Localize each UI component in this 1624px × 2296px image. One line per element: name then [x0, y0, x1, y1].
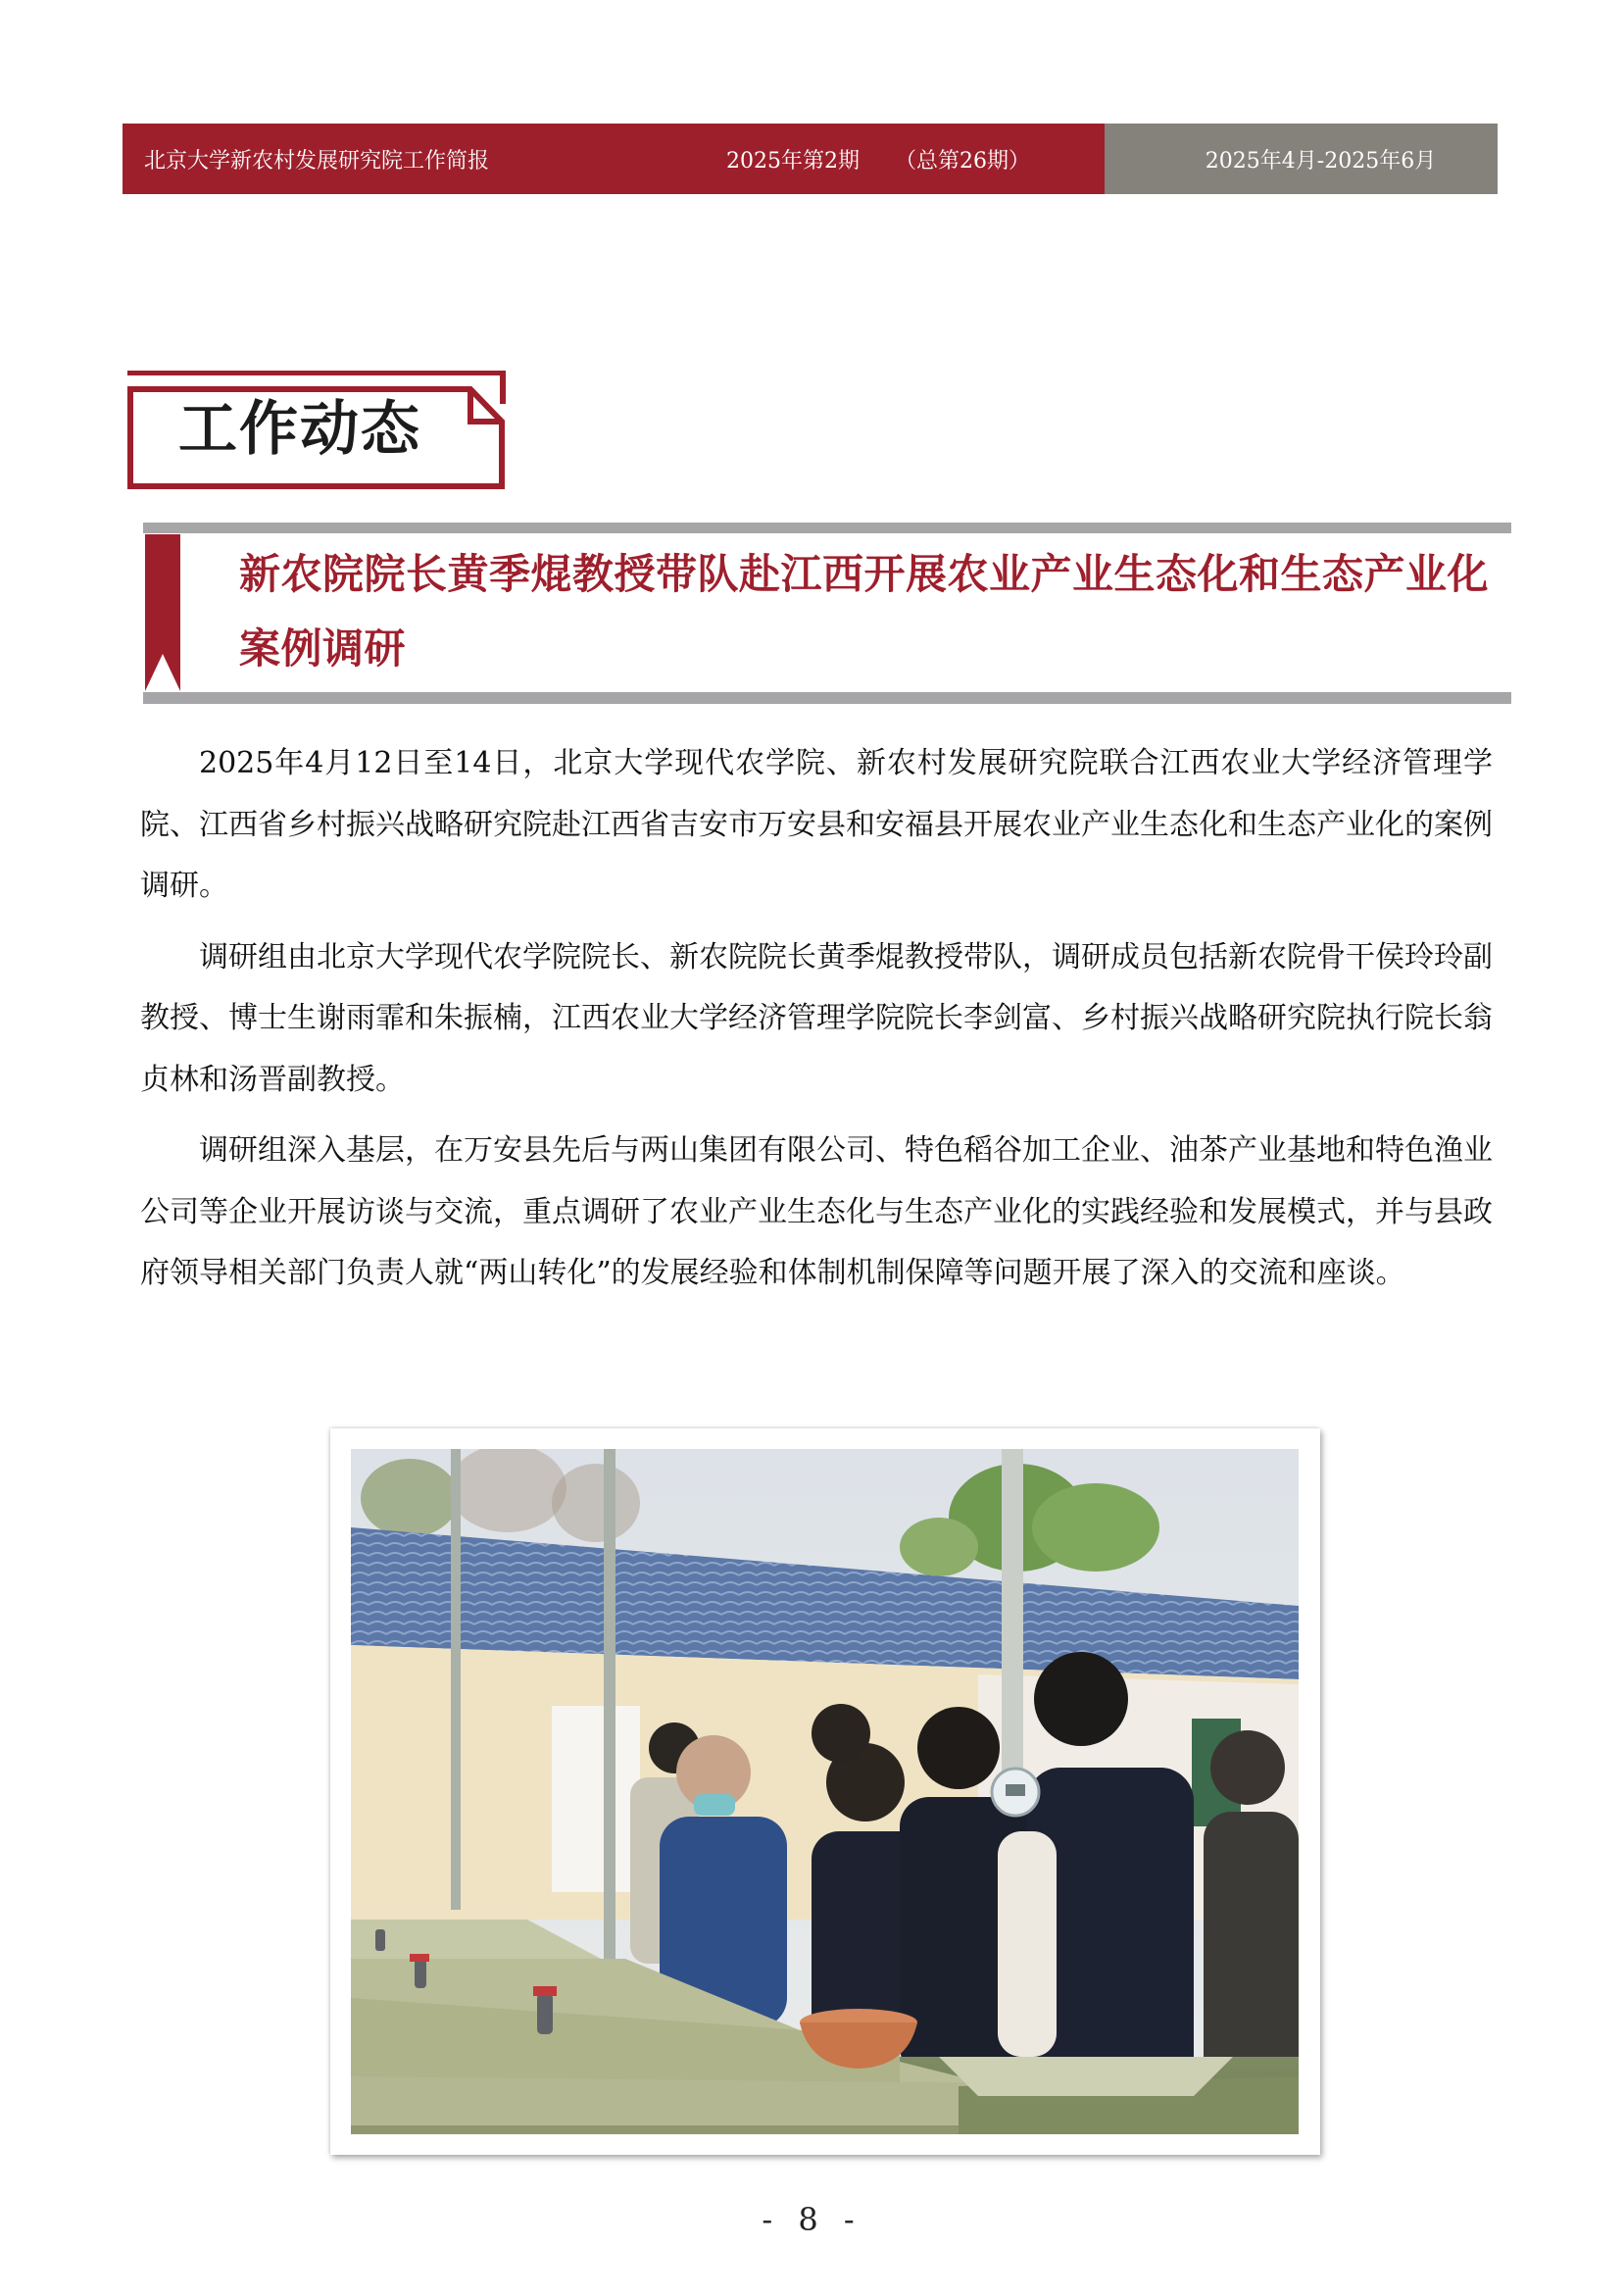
- section-label: 工作动态: [178, 395, 421, 464]
- paragraph: 调研组由北京大学现代农学院院长、新农院院长黄季焜教授带队，调研成员包括新农院骨干侯玲玲副教授、博士生谢雨霏和朱振楠，江西农业大学经济管理学院院长李剑富、乡村振兴战略研究院执行院长翁贞林和汤晋副教授。: [140, 939, 1493, 1097]
- article-photo: [351, 1449, 1299, 2134]
- header-gray-panel: [1105, 124, 1498, 194]
- bookmark-ribbon-icon: [145, 534, 180, 691]
- photo-frame: [330, 1428, 1320, 2155]
- running-header: [123, 124, 1498, 194]
- article-title: 新农院院长黄季焜教授带队赴江西开展农业产业生态化和生态产业化案例调研: [239, 550, 1490, 673]
- issue-number: 2025年第2期: [726, 148, 860, 174]
- page-number: - 8 -: [762, 2201, 862, 2238]
- paragraph: 2025年4月12日至14日，北京大学现代农学院、新农村发展研究院联合江西农业大学经济管理学院、江西省乡村振兴战略研究院赴江西省吉安市万安县和安福县开展农业产业生态化和生态产业化的案例调研。: [140, 746, 1493, 903]
- date-range: 2025年4月-2025年6月: [1205, 148, 1437, 174]
- publication-title: 北京大学新农村发展研究院工作简报: [144, 148, 490, 174]
- total-issue-number: （总第26期）: [895, 148, 1030, 174]
- section-label-box: [125, 371, 508, 490]
- title-divider-top: [143, 523, 1511, 533]
- paragraph: 调研组深入基层，在万安县先后与两山集团有限公司、特色稻谷加工企业、油茶产业基地和特色渔业公司等企业开展访谈与交流，重点调研了农业产业生态化与生态产业化的实践经验和发展模式，并与县政府领导相关部门负责人就“两山转化”的发展经验和体制机制保障等问题开展了深入的交流和座谈。: [140, 1133, 1493, 1290]
- header-red-panel: [123, 124, 1105, 194]
- field-visit-photo-illustration: [351, 1449, 1299, 2134]
- title-divider-bottom: [143, 692, 1511, 704]
- article-body: [140, 733, 1493, 1315]
- issue-info: [726, 124, 1030, 194]
